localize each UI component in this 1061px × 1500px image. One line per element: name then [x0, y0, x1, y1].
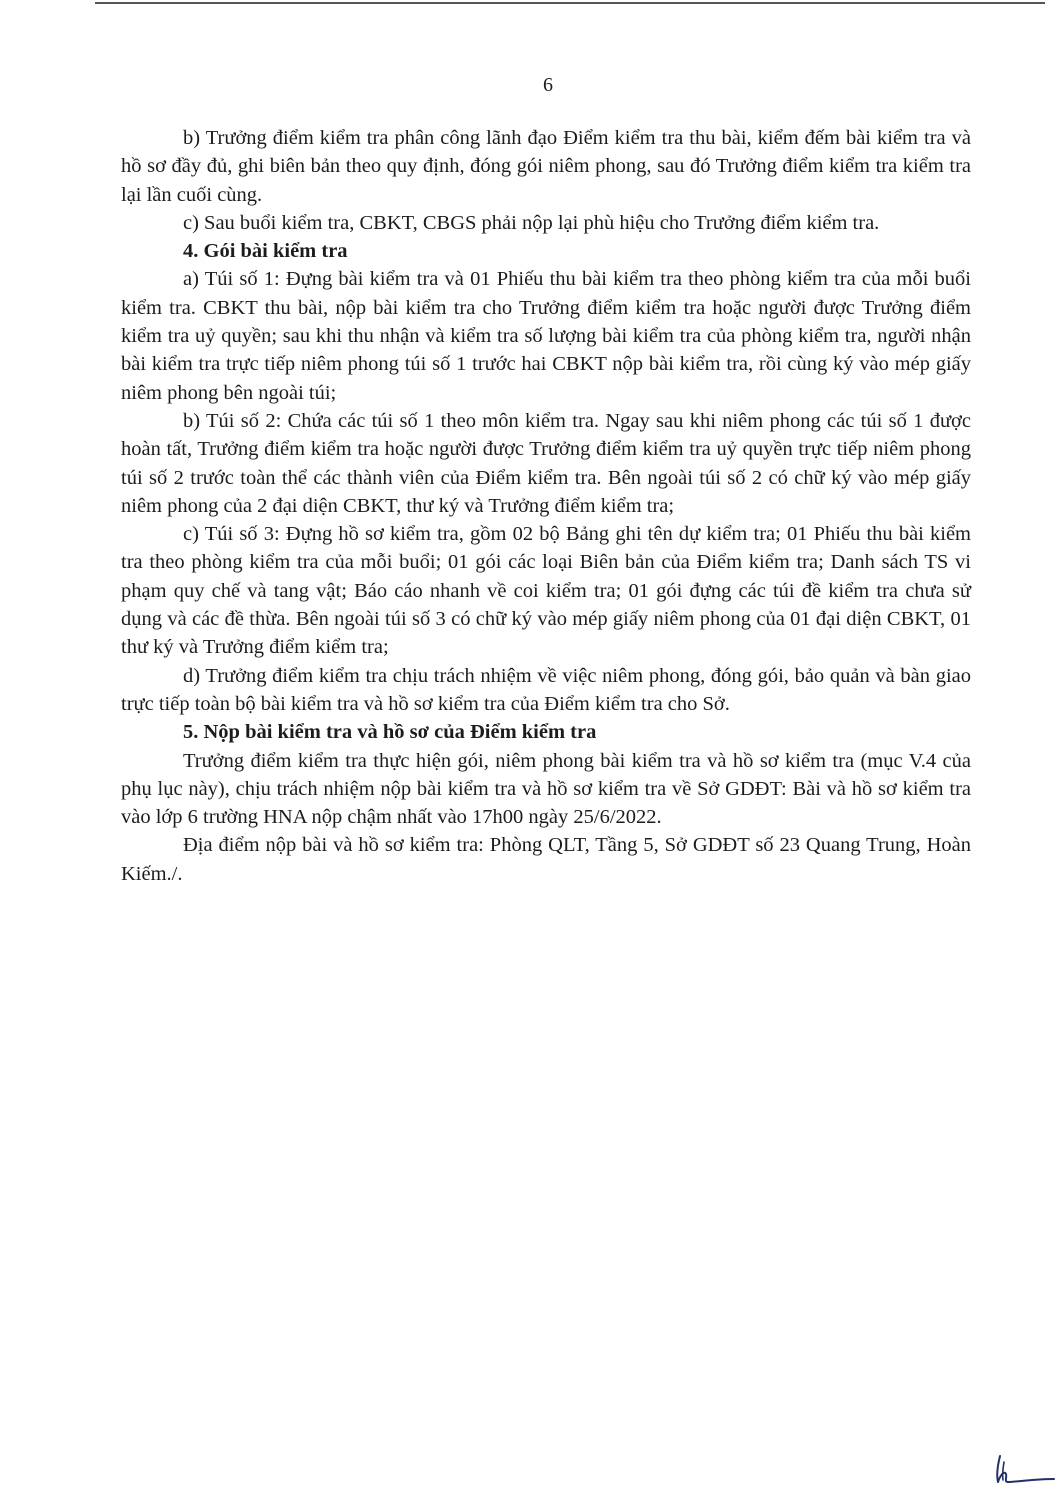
paragraph-4b: b) Trưởng điểm kiểm tra phân công lãnh đạo Điểm kiểm tra thu bài, kiểm đếm bài kiểm tra và hồ sơ đầy đủ, ghi biên bản theo quy định, đóng gói niêm phong, sau đó Trưởng điểm kiểm tra kiểm tra lại lần cuối cùng. [121, 127, 971, 206]
top-border-line [95, 2, 1045, 4]
document-body [121, 124, 971, 888]
section-heading-5: 5. Nộp bài kiểm tra và hồ sơ của Điểm kiểm tra [183, 721, 597, 744]
section-heading-4: 4. Gói bài kiểm tra [183, 240, 348, 263]
paragraph-submission: Trưởng điểm kiểm tra thực hiện gói, niêm phong bài kiểm tra và hồ sơ kiểm tra (mục V.4 của phụ lục này), chịu trách nhiệm nộp bài kiểm tra và hồ sơ kiểm tra về Sở GDĐT: Bài và hồ sơ kiểm tra vào lớp 6 trường HNA nộp chậm nhất vào 17h00 ngày 25/6/2022. [121, 749, 971, 829]
paragraph-bag-1: a) Túi số 1: Đựng bài kiểm tra và 01 Phiếu thu bài kiểm tra theo phòng kiểm tra của mỗi buổi kiểm tra. CBKT thu bài, nộp bài kiểm tra cho Trưởng điểm kiểm tra hoặc người được Trưởng điểm kiểm tra uỷ quyền; sau khi thu nhận và kiểm tra số lượng bài kiểm tra của phòng kiểm tra, người nhận bài kiểm tra trực tiếp niêm phong túi số 1 trước hai CBKT nộp bài kiểm tra, rồi cùng ký vào mép giấy niêm phong bên ngoài túi; [121, 268, 971, 404]
page-number: 6 [543, 74, 553, 96]
paragraph-bag-2: b) Túi số 2: Chứa các túi số 1 theo môn kiểm tra. Ngay sau khi niêm phong các túi số 1 được hoàn tất, Trưởng điểm kiểm tra hoặc người được Trưởng điểm kiểm tra uỷ quyền trực tiếp niêm phong túi số 2 trước toàn thể các thành viên của Điểm kiểm tra. Bên ngoài túi số 2 có chữ ký vào mép giấy niêm phong của 2 đại diện CBKT, thư ký và Trưởng điểm kiểm tra; [121, 409, 971, 517]
paragraph-4c: c) Sau buổi kiểm tra, CBKT, CBGS phải nộp lại phù hiệu cho Trưởng điểm kiểm tra. [183, 211, 880, 234]
paragraph-handover: d) Trưởng điểm kiểm tra chịu trách nhiệm về việc niêm phong, đóng gói, bảo quản và bàn giao trực tiếp toàn bộ bài kiểm tra và hồ sơ kiểm tra của Điểm kiểm tra cho Sở. [121, 664, 971, 715]
paragraph-location: Địa điểm nộp bài và hồ sơ kiểm tra: Phòng QLT, Tầng 5, Sở GDĐT số 23 Quang Trung, Hoàn Kiếm./. [121, 834, 971, 885]
paragraph-bag-3: c) Túi số 3: Đựng hồ sơ kiểm tra, gồm 02 bộ Bảng ghi tên dự kiểm tra; 01 Phiếu thu bài kiểm tra theo phòng kiểm tra của mỗi buổi; 01 gói các loại Biên bản của Điểm kiểm tra; Danh sách TS vi phạm quy chế và tang vật; Báo cáo nhanh về coi kiểm tra; 01 gói đựng các túi đề kiểm tra chưa sử dụng và các đề thừa. Bên ngoài túi số 3 có chữ ký vào mép giấy niêm phong của 01 đại diện CBKT, 01 thư ký và Trưởng điểm kiểm tra; [121, 523, 971, 659]
initial-signature-mark [986, 1452, 1056, 1486]
